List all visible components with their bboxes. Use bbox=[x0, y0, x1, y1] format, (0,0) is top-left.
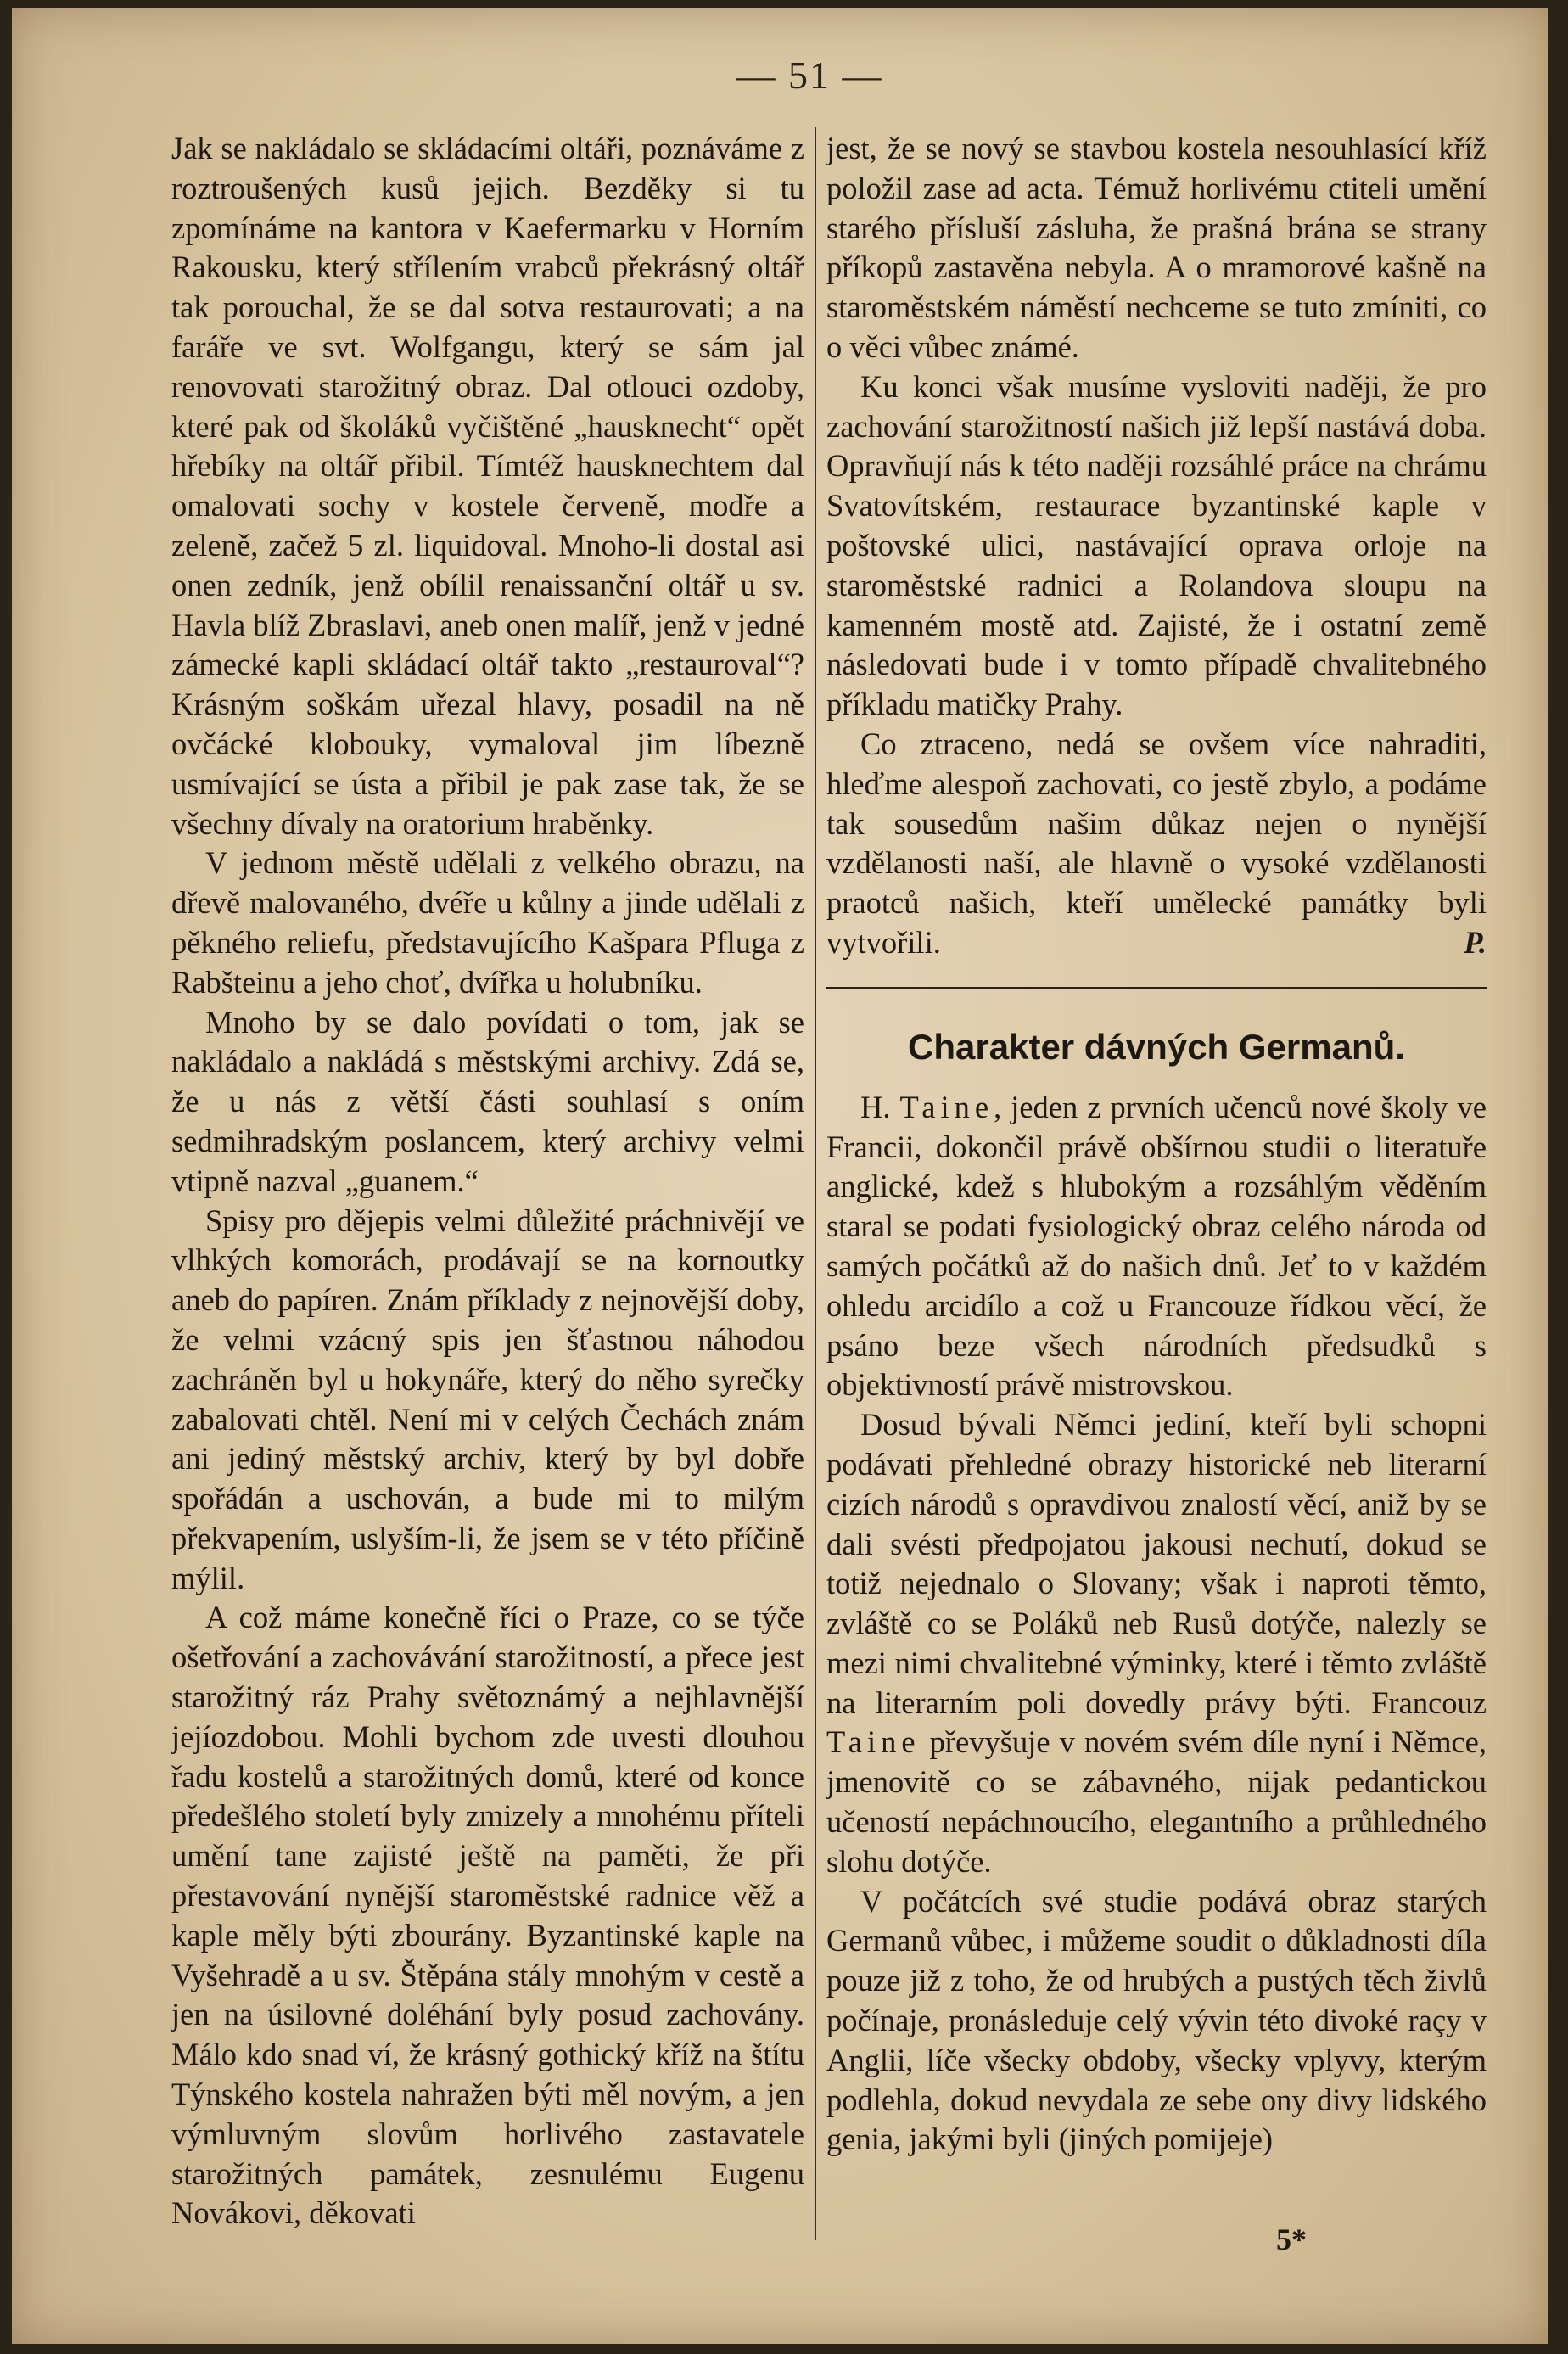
author-initial: H. bbox=[860, 1089, 891, 1124]
paragraph bbox=[826, 1088, 1487, 1405]
paragraph: Spisy pro dějepis velmi důležité práchnivějí ve vlhkých komorách, prodávají se na kornoutky aneb do papíren. Znám příklady z nejnovější doby, že velmi vzácný spis jen šťastnou náhodou zachráněn byl u hokynáře, který do něho syrečky zabalovati chtěl. Není mi v celých Čechách znám ani jediný městský archiv, který by byl dobře spořádán a uschován, a bude mi to milým překvapením, uslyším-li, že jsem se v této příčině mýlil. bbox=[171, 1202, 804, 1595]
right-column bbox=[826, 129, 1487, 2160]
column-divider bbox=[815, 127, 816, 2240]
paragraph-text: Co ztraceno, nedá se ovšem více nahraditi, hleďme alespoň zachovati, co jestě zbylo, a podáme tak sousedům našim důkaz nejen o nynější vzdělanosti naší, ale hlavně o vysoké vzdělanosti praotců našich, kteří umělecké památky byli vytvořili. bbox=[826, 726, 1487, 960]
paragraph: Mnoho by se dalo povídati o tom, jak se nakládalo a nakládá s městskými archivy. Zdá se, že u nás z větší části souhlasí s oním sedmihradským poslancem, který archivy velmi vtipně nazval „guanem.“ bbox=[171, 1004, 804, 1198]
author-name: Taine bbox=[826, 1724, 921, 1760]
paragraph-text: převyšuje v novém svém díle nyní i Němce, jmenovitě co se zábavného, nijak pedantickou učeností nepáchnoucího, elegantního a průhledného slohu dotýče. bbox=[826, 1724, 1487, 1879]
paragraph bbox=[826, 1405, 1487, 1882]
paragraph-text: , jeden z prvních učenců nové školy ve Francii, dokončil právě obšírnou studii o literatuře anglické, kdež s hlubokým a rozsáhlým věděním staral se podati fysiologický obraz celého národa od samých počátků až do našich dnů. Jeť to v každém ohledu arcidílo a což u Francouze řídkou věcí, že psáno beze všech národních předsudků s objektivností právě mistrovskou. bbox=[826, 1089, 1487, 1403]
paragraph: jest, že se nový se stavbou kostela nesouhlasící kříž položil zase ad acta. Témuž horlivému ctiteli umění starého přísluší zásluha, že prašná brána se strany příkopů zastavěna nebyla. A o mramorové kašně na staroměstském náměstí nechceme se tuto zmíniti, co o věci vůbec známé. bbox=[826, 131, 1487, 364]
page-number: — 51 — bbox=[736, 53, 883, 97]
author-name: Taine bbox=[899, 1089, 994, 1124]
paragraph: Ku konci však musíme vysloviti naději, že pro zachování starožitností našich již lepší nastává doba. Opravňují nás k této naději rozsáhlé práce na chrámu Svatovítském, restaurace byzantinské kaple v poštovské ulici, nastávající oprava orloje na staroměstské radnici a Rolandova sloupu na kamenném mostě atd. Zajisté, že i ostatní země následovati bude i v tomto případě chvalitebného příkladu matičky Prahy. bbox=[826, 368, 1487, 722]
article-title: Charakter dávných Germanů. bbox=[908, 1026, 1405, 1067]
paragraph: Jak se nakládalo se skládacími oltáři, poznáváme z roztroušených kusů jejich. Bezděky si tu zpomínáme na kantora v Kaefermarku v Horním Rakousku, který střílením vrabců překrásný oltář tak porouchal, že se dal sotva restaurovati; a na faráře ve svt. Wolfgangu, který se sám jal renovovati starožitný obraz. Dal otlouci ozdoby, které pak od školáků vyčištěné „hausknecht“ opět hřebíky na oltář přibil. Tímtéž hausknechtem dal omalovati sochy v kostele červeně, modře a zeleně, začež 5 zl. liquidoval. Mnoho-li dostal asi onen zedník, jenž obílil renaissanční oltář u sv. Havla blíž Zbraslavi, aneb onen malíř, jenž v jedné zámecké kapli skládací oltář takto „restauroval“? Krásným soškám uřezal hlavy, posadil na ně ovčácké klobouky, vymaloval jim líbezně usmívající se ústa a přibil je pak zase tak, že se všechny dívaly na oratorium hraběnky. bbox=[171, 131, 804, 841]
book-page bbox=[12, 8, 1548, 2344]
paragraph: A což máme konečně říci o Praze, co se týče ošetřování a zachovávání starožitností, a přece jest starožitný ráz Prahy světoznámý a nejhlavnější jejíozdobou. Mohli bychom zde uvesti dlouhou řadu kostelů a starožitných domů, které od konce předešlého století byly zmizely a mnohému příteli umění tane zajisté ještě na paměti, že při přestavování nynější staroměstské radnice věž a kaple měly býti zbourány. Byzantinské kaple na Vyšehradě a u sv. Štěpána stály mnohým v cestě a jen na úsilovné doléhání byly posud zachovány. Málo kdo snad ví, že krásný gothický kříž na štítu Týnského kostela nahražen býti měl novým, a jen výmluvným slovům horlivého zastavatele starožitných památek, zesnulému Eugenu Novákovi, děkovati bbox=[171, 1600, 804, 2231]
left-column bbox=[171, 129, 804, 2233]
paragraph-text: Dosud bývali Němci jediní, kteří byli schopni podávati přehledné obrazy historické neb literarní cizích národů s opravdivou znalostí věcí, aniž by se dali svésti předpojatou jakousi nechutí, dokud se totiž nejednalo o Slovany; však i naproti těmto, zvláště co se Poláků neb Rusů dotýče, nalezly se mezi nimi chvalitebné výminky, které i těmto zvláště na literarním poli dovedly právy býti. Francouz bbox=[826, 1407, 1487, 1720]
paragraph-with-signature bbox=[826, 725, 1487, 963]
printer-signature-mark: 5* bbox=[1276, 2222, 1307, 2256]
author-signature: P. bbox=[1464, 924, 1487, 960]
paragraph: V počátcích své studie podává obraz starých Germanů vůbec, i můžeme soudit o důkladnosti díla pouze již z toho, že od hrubých a pustých těch živlů počínaje, pronásleduje celý vývin této divoké raçy v Anglii, líče všecky obdoby, všecky vplyvy, kterým podlehla, dokud nevydala ze sebe ony divy lidského genia, jakými byli (jiných pomijeje) bbox=[826, 1883, 1487, 2157]
paragraph: V jednom městě udělali z velkého obrazu, na dřevě malovaného, dvéře u kůlny a jinde udělali z pěkného reliefu, představujícího Kašpara Pfluga z Rabšteinu a jeho choť, dvířka u holubníku. bbox=[171, 845, 804, 1000]
section-rule bbox=[826, 987, 1487, 989]
